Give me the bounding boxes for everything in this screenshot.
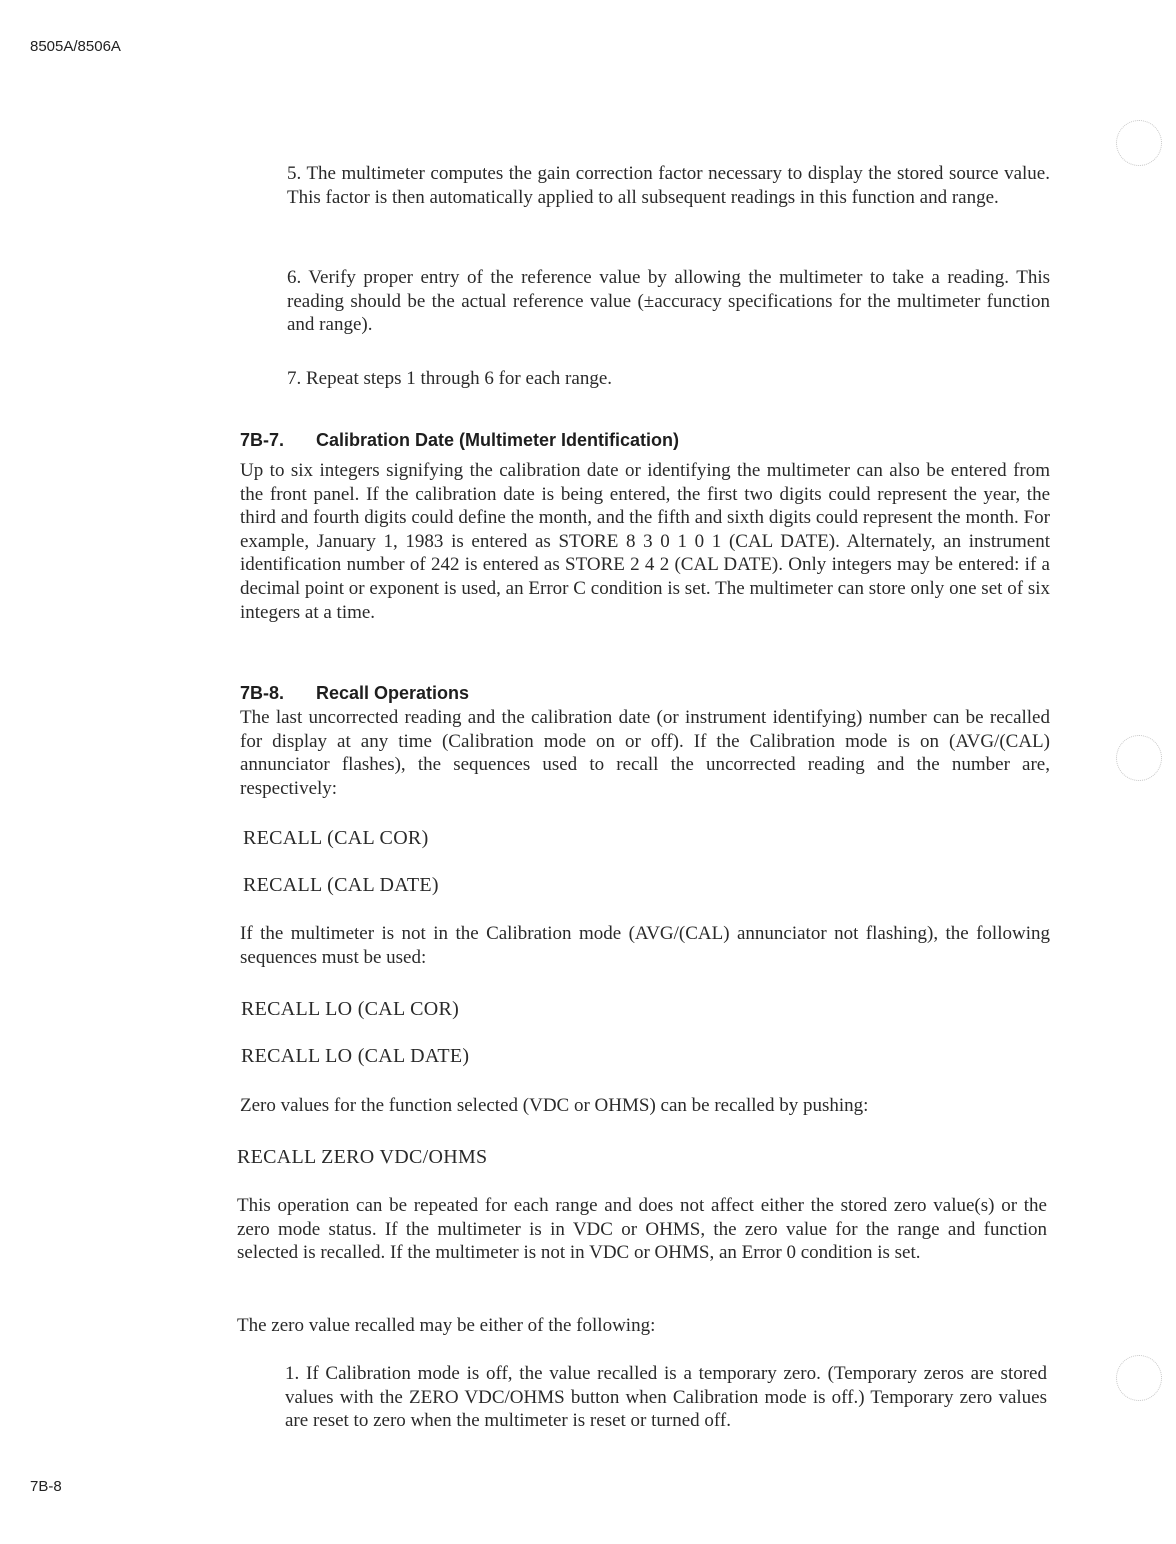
sequence-recall-cal-cor: RECALL (CAL COR) [243,827,429,849]
page-number-footer: 7B-8 [30,1478,62,1495]
step-6-paragraph: 6. Verify proper entry of the reference value by allowing the multimeter to take a reading. This reading should be the actual reference value (±accuracy specifications for the multimeter function and range). [287,267,1050,336]
sequence-recall-zero: RECALL ZERO VDC/OHMS [237,1146,488,1168]
section-7b8-number: 7B-8. [240,683,285,703]
binder-hole-middle [1116,735,1162,781]
section-7b7-heading [240,430,679,451]
binder-hole-bottom [1116,1355,1162,1401]
section-7b7-title: Calibration Date (Multimeter Identification) [316,430,680,450]
step-7-paragraph: 7. Repeat steps 1 through 6 for each range. [287,368,613,389]
item-1-paragraph: 1. If Calibration mode is off, the value recalled is a temporary zero. (Temporary zeros are stored values with the ZERO VDC/OHMS button when Calibration mode is off.) Temporary zero values are reset to zero when the multimeter is reset or turned off. [285,1363,1047,1432]
section-7b7-number: 7B-7. [240,430,285,450]
document-id-header: 8505A/8506A [30,38,121,55]
calibration-off-paragraph: If the multimeter is not in the Calibration mode (AVG/(CAL) annunciator not flashing), the following sequences must be used: [240,923,1050,968]
sequence-recall-cal-date: RECALL (CAL DATE) [243,874,439,896]
section-7b8-title: Recall Operations [316,683,470,703]
zero-either-paragraph: The zero value recalled may be either of the following: [237,1315,656,1336]
sequence-recall-lo-cal-date: RECALL LO (CAL DATE) [241,1045,470,1067]
sequence-recall-lo-cal-cor: RECALL LO (CAL COR) [241,998,460,1020]
step-5-paragraph: 5. The multimeter computes the gain correction factor necessary to display the stored source value. This factor is then automatically applied to all subsequent readings in this function and range. [287,163,1050,208]
repeat-operation-paragraph: This operation can be repeated for each range and does not affect either the stored zero value(s) or the zero mode status. If the multimeter is in VDC or OHMS, the zero value for the range and function selected is recalled. If the multimeter is not in VDC or OHMS, an Error 0 condition is set. [237,1195,1047,1264]
section-7b8-intro: The last uncorrected reading and the calibration date (or instrument identifying) number can be recalled for display at any time (Calibration mode on or off). If the Calibration mode is on (AVG/(CAL) annunciator flashes), the sequences used to recall the uncorrected reading and the number are, respectively: [240,707,1050,799]
section-7b8-heading [240,683,469,704]
binder-hole-top [1116,120,1162,166]
section-7b7-body: Up to six integers signifying the calibration date or identifying the multimeter can also be entered from the front panel. If the calibration date is being entered, the first two digits could represent the year, the third and fourth digits could define the month, and the fifth and sixth digits could represent the month. For example, January 1, 1983 is entered as STORE 8 3 0 1 0 1 (CAL DATE). Alternately, an instrument identification number of 242 is entered as STORE 2 4 2 (CAL DATE). Only integers may be entered: if a decimal point or exponent is used, an Error C condition is set. The multimeter can store only one set of six integers at a time. [240,460,1050,623]
zero-values-paragraph: Zero values for the function selected (VDC or OHMS) can be recalled by pushing: [240,1095,869,1116]
